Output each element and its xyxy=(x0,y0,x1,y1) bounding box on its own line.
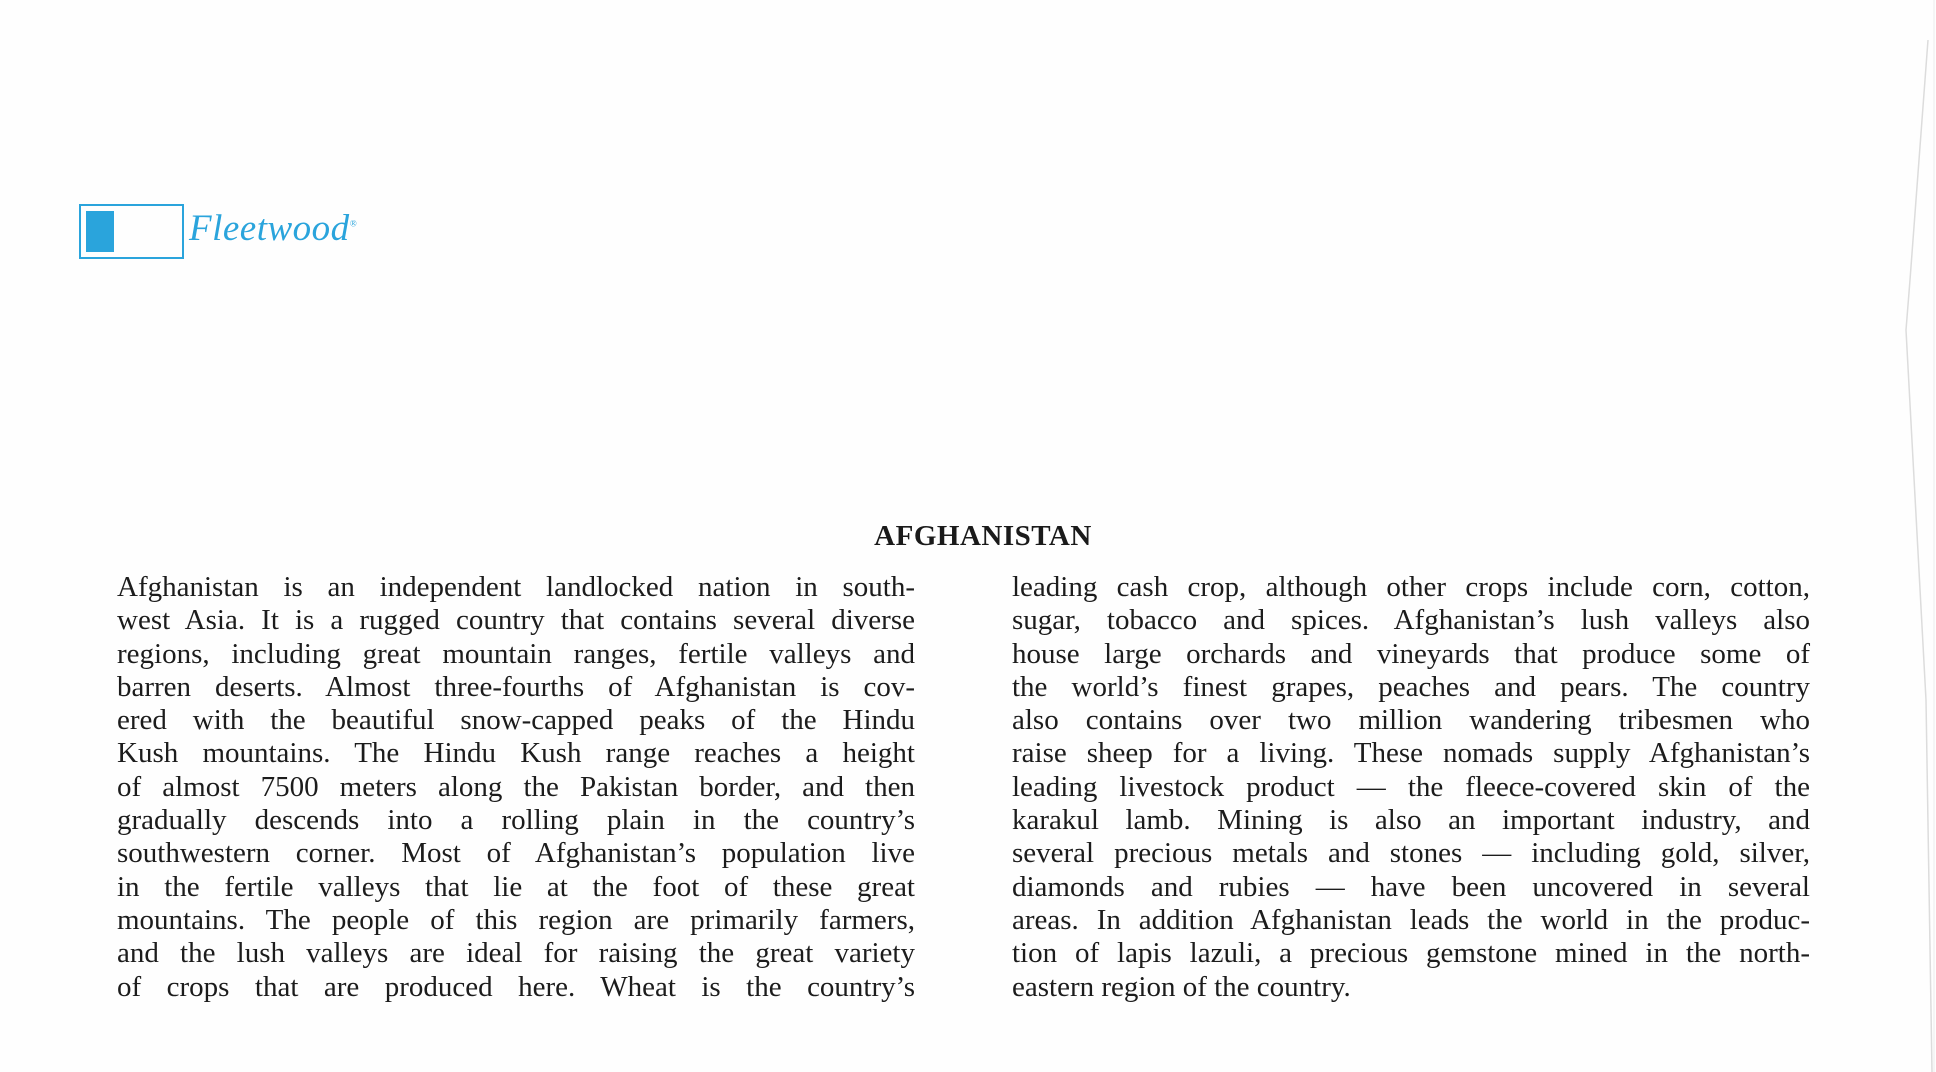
right-line-6: raise sheep for a living. These nomads supply Afghanistan’s xyxy=(1012,737,1810,770)
brand-name: Fleetwood xyxy=(189,207,350,249)
left-line-6: Kush mountains. The Hindu Kush range reaches a height xyxy=(117,737,915,770)
right-line-11: areas. In addition Afghanistan leads the world in the produc- xyxy=(1012,903,1810,936)
left-line-2: west Asia. It is a rugged country that contains several diverse xyxy=(117,604,915,637)
registered-mark: ® xyxy=(349,218,358,229)
logo-mark-fill xyxy=(86,211,114,252)
left-line-10: in the fertile valleys that lie at the foot of these great xyxy=(117,870,915,903)
left-line-12: and the lush valleys are ideal for raising the great variety xyxy=(117,937,915,970)
left-line-9: southwestern corner. Most of Afghanistan’s population live xyxy=(117,837,915,870)
left-line-11: mountains. The people of this region are primarily farmers, xyxy=(117,903,915,936)
right-line-7: leading livestock product — the fleece-covered skin of the xyxy=(1012,770,1810,803)
right-line-3: house large orchards and vineyards that produce some of xyxy=(1012,637,1810,670)
left-line-8: gradually descends into a rolling plain in the country’s xyxy=(117,804,915,837)
left-line-3: regions, including great mountain ranges, fertile valleys and xyxy=(117,637,915,670)
article-title: AFGHANISTAN xyxy=(874,520,1092,552)
right-line-12: tion of lapis lazuli, a precious gemstone mined in the north- xyxy=(1012,937,1810,970)
brand-logo xyxy=(79,202,357,260)
left-line-7: of almost 7500 meters along the Pakistan border, and then xyxy=(117,770,915,803)
right-line-9: several precious metals and stones — including gold, silver, xyxy=(1012,837,1810,870)
right-line-8: karakul lamb. Mining is also an important industry, and xyxy=(1012,804,1810,837)
right-column xyxy=(1012,571,1810,1004)
left-line-4: barren deserts. Almost three-fourths of Afghanistan is cov- xyxy=(117,670,915,703)
left-column xyxy=(117,571,915,1004)
left-line-1: Afghanistan is an independent landlocked nation in south- xyxy=(117,571,915,603)
right-line-5: also contains over two million wandering tribesmen who xyxy=(1012,704,1810,737)
logo-mark xyxy=(79,204,184,259)
right-line-10: diamonds and rubies — have been uncovered in several xyxy=(1012,870,1810,903)
left-line-5: ered with the beautiful snow-capped peaks of the Hindu xyxy=(117,704,915,737)
right-line-13: eastern region of the country. xyxy=(1012,970,1351,1003)
right-line-2: sugar, tobacco and spices. Afghanistan’s lush valleys also xyxy=(1012,604,1810,637)
logo-wordmark xyxy=(189,207,357,250)
right-line-1: leading cash crop, although other crops include corn, cotton, xyxy=(1012,571,1810,603)
left-line-13: of crops that are produced here. Wheat is the country’s xyxy=(117,970,915,1003)
right-line-4: the world’s finest grapes, peaches and pears. The country xyxy=(1012,670,1810,703)
